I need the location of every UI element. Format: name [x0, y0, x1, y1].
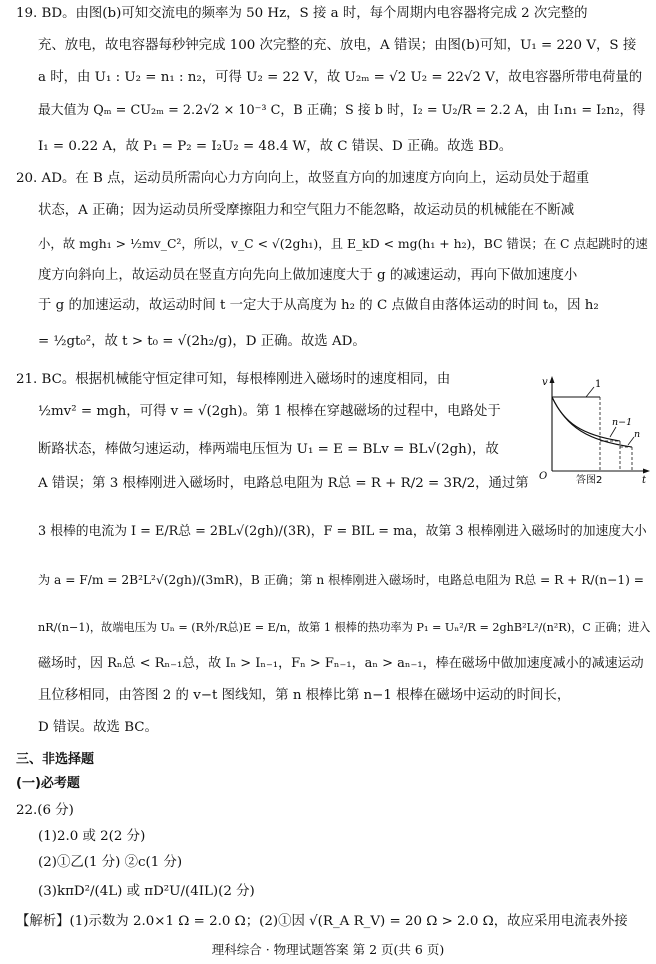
- q22-line-2: (2)①乙(1 分) ②c(1 分): [38, 855, 183, 870]
- t-axis-arrow: [643, 469, 650, 474]
- q22-line-1: (1)2.0 或 2(2 分): [38, 829, 146, 844]
- answer-line-18: 磁场时，因 Rₙ总 < Rₙ₋₁总，故 Iₙ > Iₙ₋₁，Fₙ > Fₙ₋₁，aₙ > aₙ₋₁，棒在磁场中做加速度减小的减速运动: [38, 656, 644, 671]
- answer-line-6: 状态，A 正确；因为运动员所受摩擦阻力和空气阻力不能忽略，故运动员的机械能在不断减: [38, 203, 575, 218]
- v-axis-label: v: [542, 377, 548, 388]
- curve-n1-leader: [610, 427, 616, 437]
- page-footer: 理科综合 · 物理试题答案 第 2 页(共 6 页): [211, 942, 445, 957]
- vt-graph-figure: [536, 375, 652, 485]
- t-axis-label: t: [642, 475, 647, 485]
- answer-line-20: D 错误。故选 BC。: [38, 720, 158, 735]
- curve-1-leader: [586, 387, 594, 397]
- q22-line-4: 【解析】(1)示数为 2.0×1 Ω = 2.0 Ω；(2)①因 √(R_A R_V) = 20 Ω > 2.0 Ω，故应采用电流表外接: [16, 914, 628, 929]
- answer-line-16: 为 a = F/m = 2B²L²√(2gh)/(3mR)，B 正确；第 n 根棒刚进入磁场时，电路总电阻为 R总 = R + R/(n−1) =: [38, 573, 644, 587]
- answer-line-13: 断路状态，棒做匀速运动，棒两端电压恒为 U₁ = E = BLv = BL√(2gh)，故: [38, 442, 499, 457]
- answer-line-7: 小，故 mgh₁ > ½mv_C²，所以，v_C < √(2gh₁)，且 E_kD < mg(h₁ + h₂)，BC 错误；在 C 点起跳时的速: [38, 236, 648, 251]
- answer-line-14: A 错误；第 3 根棒刚进入磁场时，电路总电阻为 R总 = R + R/2 = 3R/2，通过第: [38, 476, 529, 491]
- answer-line-9: 于 g 的加速运动，故运动时间 t 一定大于从高度为 h₂ 的 C 点做自由落体运动的时间 t₀，因 h₂: [38, 298, 599, 313]
- section-heading-nonchoice: 三、非选择题: [16, 752, 95, 767]
- answer-line-19: 且位移相同，由答图 2 的 v−t 图线知，第 n 根棒比第 n−1 根棒在磁场中运动的时间长，: [38, 688, 571, 703]
- answer-line-1: 充、放电，故电容器每秒钟完成 100 次完整的充、放电，A 错误；由图(b)可知，U₁ = 220 V，S 接: [38, 38, 637, 53]
- figure-caption: 答图2: [576, 475, 603, 485]
- answer-line-15: 3 根棒的电流为 I = E/R总 = 2BL√(2gh)/(3R)，F = BIL = ma，故第 3 根棒刚进入磁场时的加速度大小: [38, 524, 647, 539]
- answer-line-11: 21. BC。根据机械能守恒定律可知，每根棒刚进入磁场时的速度相同，由: [16, 372, 451, 387]
- q22-line-0: 22.(6 分): [16, 803, 74, 818]
- answer-line-4: I₁ = 0.22 A，故 P₁ = P₂ = I₂U₂ = 48.4 W，故 C 错误、D 正确。故选 BD。: [38, 139, 513, 154]
- answer-line-2: a 时，由 U₁ : U₂ = n₁ : n₂，可得 U₂ = 22 V，故 U₂ₘ = √2 U₂ = 22√2 V，故电容器所带电荷量的: [38, 70, 643, 85]
- origin-label: O: [539, 471, 548, 482]
- q22-line-3: (3)kπD²/(4L) 或 πD²U/(4IL)(2 分): [38, 884, 255, 899]
- curve-n-minus-1-label: n−1: [612, 417, 633, 428]
- curve-n-label: n: [634, 429, 641, 440]
- v-axis-arrow: [550, 376, 555, 383]
- section-heading-required: (一)必考题: [16, 776, 80, 791]
- answer-line-12: ½mv² = mgh，可得 v = √(2gh)。第 1 根棒在穿越磁场的过程中，电路处于: [38, 404, 501, 419]
- answer-line-8: 度方向斜向上，故运动员在竖直方向先向上做加速度大于 g 的减速运动，再向下做加速度小: [38, 268, 578, 283]
- answer-line-0: 19. BD。由图(b)可知交流电的频率为 50 Hz，S 接 a 时，每个周期内电容器将完成 2 次完整的: [16, 6, 588, 21]
- answer-line-17: nR/(n−1)，故端电压为 Uₙ = (R外/R总)E = E/n，故第 1 根棒的热功率为 P₁ = Uₙ²/R = 2ghB²L²/(n²R)，C 正确；进入: [38, 621, 651, 634]
- curve-1-label: 1: [595, 379, 602, 390]
- answer-line-5: 20. AD。在 B 点，运动员所需向心力方向向上，故竖直方向的加速度方向向上，运动员处于超重: [16, 171, 590, 186]
- answer-line-10: = ½gt₀²，故 t > t₀ = √(2h₂/g)，D 正确。故选 AD。: [38, 334, 366, 349]
- answer-line-3: 最大值为 Qₘ = CU₂ₘ = 2.2√2 × 10⁻³ C，B 正确；S 接 b 时，I₂ = U₂/R = 2.2 A，由 I₁n₁ = I₂n₂，得: [38, 103, 646, 118]
